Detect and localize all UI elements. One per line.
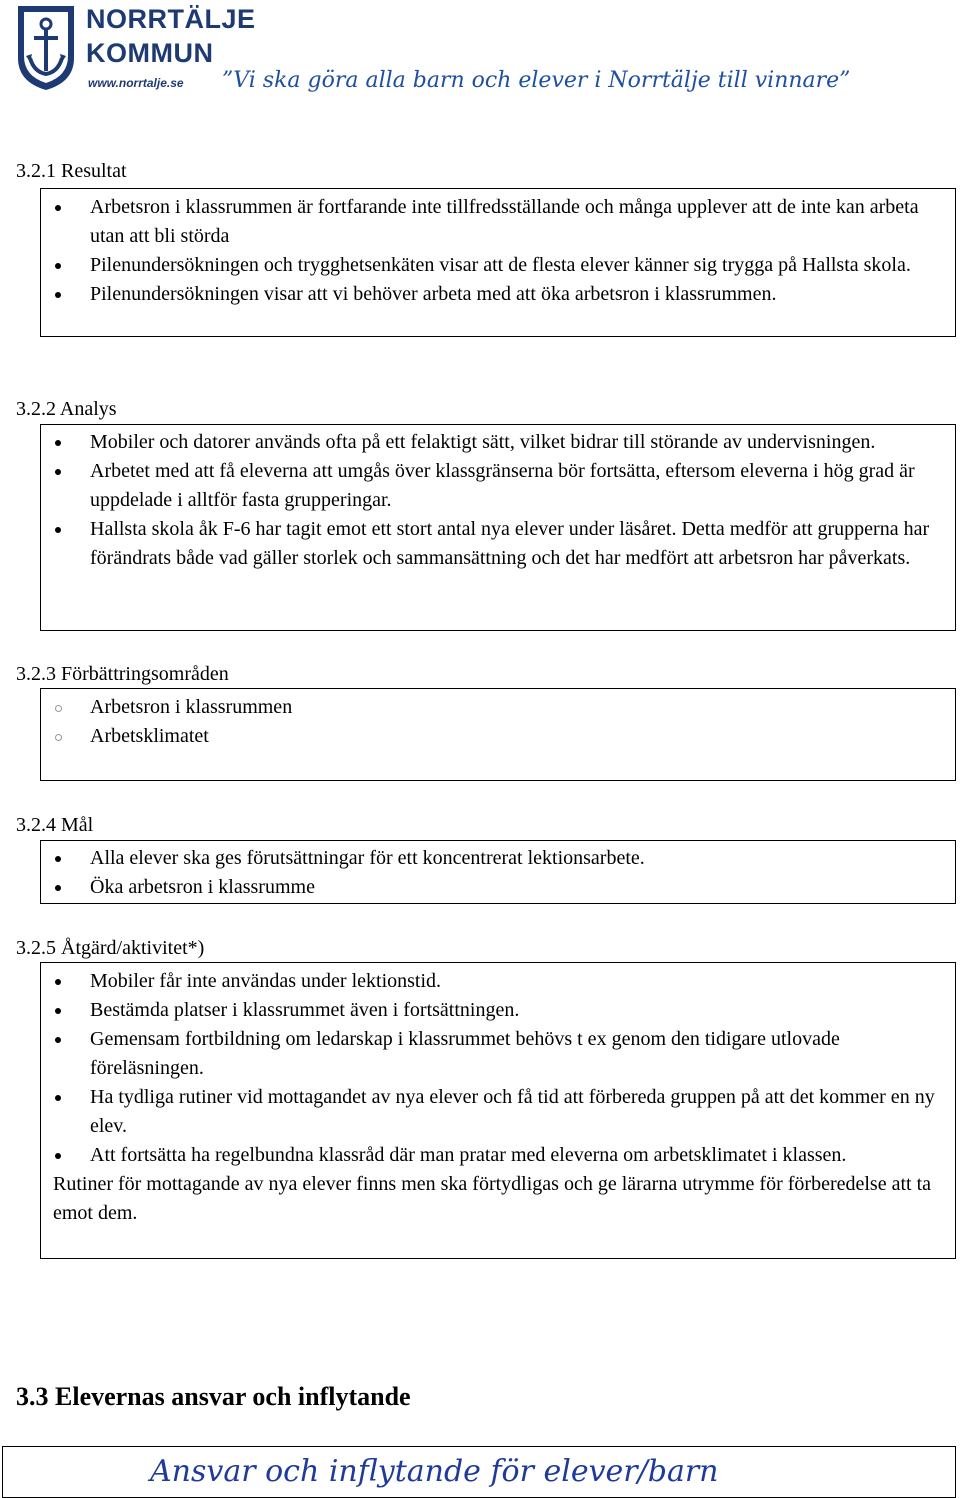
brand-name-line2: KOMMUN [86, 38, 214, 68]
list-item: Att fortsätta ha regelbundna klassråd där man pratar med eleverna om arbetsklimatet i klassen. [41, 1141, 955, 1170]
rutiner-paragraph: Rutiner för mottagande av nya elever finns men ska förtydligas och ge lärarna utrymme för förberedelse att ta emot dem. [53, 1173, 931, 1224]
list-item: Arbetet med att få eleverna att umgås över klassgränserna bör fortsätta, eftersom eleverna i hög grad är uppdelade i alltför fasta grupperingar. [41, 457, 955, 515]
mal-box [40, 840, 956, 904]
page-header [0, 0, 960, 110]
list-item: Hallsta skola åk F-6 har tagit emot ett stort antal nya elever under läsåret. Detta medför att grupperna har förändrats både vad gäller storlek och sammansättning och det har medfört att arbetsron har påverkats. [41, 515, 955, 573]
list-item: Pilenundersökningen visar att vi behöver arbeta med att öka arbetsron i klassrummen. [41, 280, 955, 309]
list-item: Gemensam fortbildning om ledarskap i klassrummet behövs t ex genom den tidigare utlovade föreläsningen. [41, 1025, 955, 1083]
list-item: Mobiler och datorer används ofta på ett felaktigt sätt, vilket bidrar till störande av undervisningen. [41, 428, 955, 457]
list-item: Arbetsron i klassrummen är fortfarande inte tillfredsställande och många upplever att de inte kan arbeta utan att bli störda [41, 193, 955, 251]
analys-box [40, 424, 956, 631]
website-url[interactable]: www.norrtalje.se [88, 76, 184, 90]
section-heading-analys: 3.2.2 Analys [16, 398, 117, 420]
section-heading-mal: 3.2.4 Mål [16, 814, 94, 836]
section-heading-forbattringsomraden: 3.2.3 Förbättringsområden [16, 663, 229, 685]
list-item: Mobiler får inte användas under lektionstid. [41, 967, 955, 996]
list-item: Arbetsklimatet [41, 722, 955, 751]
motto: ”Vi ska göra alla barn och elever i Norrtälje till vinnare” [222, 68, 851, 93]
forbattringsomraden-box [40, 688, 956, 781]
resultat-box [40, 188, 956, 337]
list-item: Pilenundersökningen och trygghetsenkäten visar att de flesta elever känner sig trygga på Hallsta skola. [41, 251, 955, 280]
list-item: Ha tydliga rutiner vid mottagandet av nya elever och få tid att förbereda gruppen på att det kommer en ny elev. [41, 1083, 955, 1141]
list-item: Alla elever ska ges förutsättningar för ett koncentrerat lektionsarbete. [41, 844, 955, 873]
atgard-aktivitet-box [40, 962, 956, 1259]
norrtalje-anchor-logo-icon [14, 4, 78, 92]
list-item: Öka arbetsron i klassrumme [41, 873, 955, 902]
list-item: Arbetsron i klassrummen [41, 693, 955, 722]
section-heading-elevernas-ansvar: 3.3 Elevernas ansvar och inflytande [16, 1382, 411, 1411]
section-heading-atgard-aktivitet: 3.2.5 Åtgärd/aktivitet*) [16, 937, 205, 959]
section-heading-resultat: 3.2.1 Resultat [16, 160, 127, 182]
ansvar-box-title: Ansvar och inflytande för elever/barn [150, 1454, 719, 1489]
brand-name-line1: NORRTÄLJE [86, 4, 256, 34]
list-item: Bestämda platser i klassrummet även i fortsättningen. [41, 996, 955, 1025]
